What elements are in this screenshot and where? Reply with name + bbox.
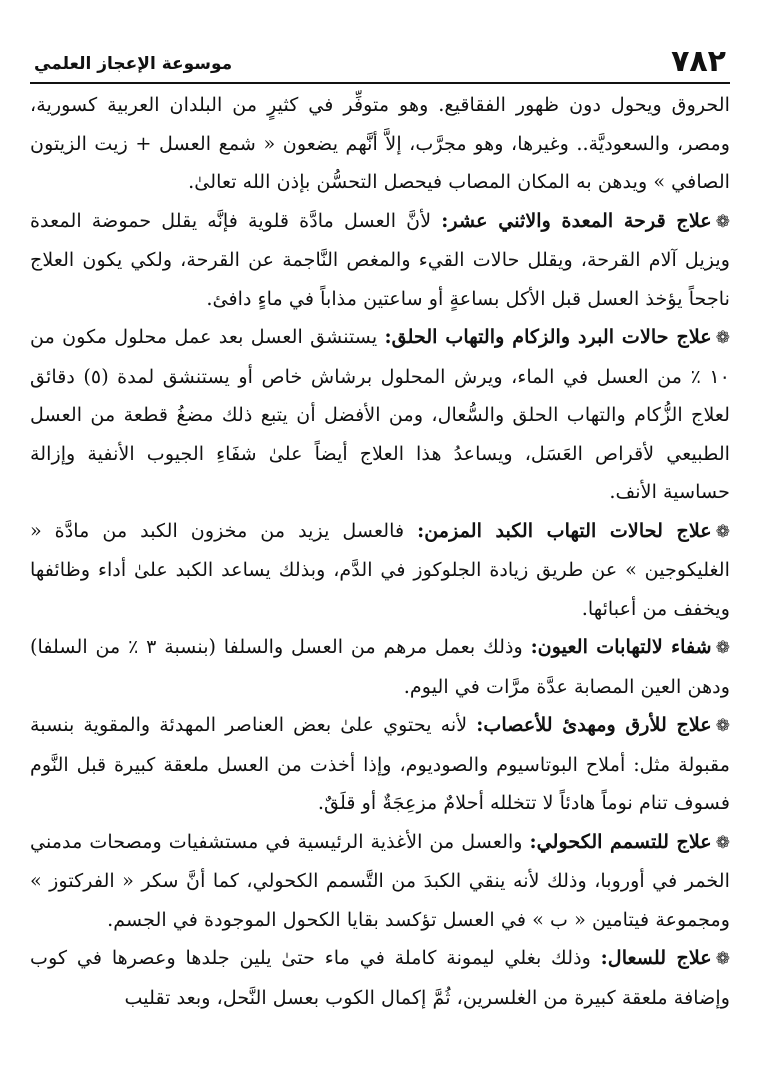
page-header xyxy=(30,42,730,84)
paragraph-text: فالعسل يزيد من مخزون الكبد من مادَّة « الغليكوجين » عن طريق زيادة الجلوكوز في الدَّم، وبذلك يساعد الكبد علىٰ أداء وظائفها ويخفف من أعبائها. xyxy=(30,518,730,620)
page-number: ٧٨٢ xyxy=(671,44,726,79)
paragraph-text: وذلك بغلي ليمونة كاملة في ماء حتىٰ يلين جلدها وعصرها في كوب وإضافة ملعقة كبيرة من الغلسرين، ثُمَّ إكمال الكوب بعسل النَّحل، وبعد تقليب xyxy=(30,946,730,1009)
paragraph-text: يستنشق العسل بعد عمل محلول مكون من ١٠ ٪ من العسل في الماء، ويرش المحلول برشاش خاص أو يستنشق لمدة (٥) دقائق لعلاج الزُّكام والتهاب الحلق والسُّعال، ومن الأفضل أن يتبع ذلك مضغُ قطعة من العسل الطبيعي لأقراص العَسَل، ويساعدُ هذا العلاج أيضاً علىٰ شفَاءِ الجيوب الأنفية وإزالة حساسية الأنف. xyxy=(30,325,730,503)
paragraph xyxy=(30,706,730,823)
paragraph xyxy=(30,202,730,319)
flower-ornament-icon: ❁ xyxy=(715,328,730,348)
paragraph xyxy=(30,823,730,940)
paragraph-heading: علاج للأرق ومهدئ للأعصاب: xyxy=(476,713,712,736)
flower-ornament-icon: ❁ xyxy=(715,832,730,853)
flower-ornament-icon: ❁ xyxy=(715,949,730,969)
page-body xyxy=(30,86,730,1081)
paragraph-heading: علاج حالات البرد والزكام والتهاب الحلق: xyxy=(384,325,712,348)
paragraph xyxy=(30,86,730,202)
flower-ornament-icon: ❁ xyxy=(715,716,730,736)
flower-ornament-icon: ❁ xyxy=(715,211,730,232)
paragraph-heading: علاج للسعال: xyxy=(600,946,712,969)
running-title: موسوعة الإعجاز العلمي xyxy=(34,54,233,74)
paragraph-heading: علاج للتسمم الكحولي: xyxy=(529,829,712,853)
paragraph-text: والعسل من الأغذية الرئيسية في مستشفيات ومصحات مدمني الخمر في أوروبا، وذلك لأنه ينقي الكبدَ من التَّسمم الكحولي، كما أنَّ سكر « الفركتوز » ومجموعة فيتامين « ب » في العسل تؤكسد بقايا الكحول الموجودة في الجسم. xyxy=(30,829,730,931)
paragraph-text: وذلك بعمل مرهم من العسل والسلفا (بنسبة ٣ ٪ من السلفا) ودهن العين المصابة عدَّة مرَّات في اليوم. xyxy=(30,635,730,698)
paragraph xyxy=(30,628,730,706)
paragraph-text: لأنَّ العسل مادَّة قلوية فإنَّه يقلل حموضة المعدة ويزيل آلام القرحة، ويقلل حالات القيء والمغص النَّاجمة عن القرحة، ولكي يكون العلاج ناجحاً يؤخذ العسل قبل الأكل بساعةٍ أو ساعتين مذاباً في ماءٍ دافئ. xyxy=(30,208,730,310)
paragraph-text: الحروق ويحول دون ظهور الفقاقيع. وهو متوفِّر في كثيرٍ من البلدان العربية كسورية، ومصر، والسعوديَّة.. وغيرها، وهو مجرَّب، إلاَّ أنَّهم يضعون « شمع العسل + زيت الزيتون الصافي » ويدهن به المكان المصاب فيحصل التحسُّن بإذن الله تعالىٰ. xyxy=(30,93,730,193)
paragraph-heading: علاج لحالات التهاب الكبد المزمن: xyxy=(417,518,712,542)
paragraph-heading: شفاء لالتهابات العيون: xyxy=(530,635,712,658)
flower-ornament-icon: ❁ xyxy=(715,638,730,658)
paragraph xyxy=(30,939,730,1017)
flower-ornament-icon: ❁ xyxy=(715,521,730,542)
paragraph-heading: علاج قرحة المعدة والاثني عشر: xyxy=(441,208,712,232)
paragraph xyxy=(30,318,730,512)
paragraph-text: لأنه يحتوي علىٰ بعض العناصر المهدئة والمقوية بنسبة مقبولة مثل: أملاح البوتاسيوم والصوديوم، وإذا أخذت من العسل ملعقة كبيرة قبل النَّوم فسوف تنام نوماً هادئاً لا تتخلله أحلامٌ مزعِجَةٌ أو قلَقٌ. xyxy=(30,713,730,814)
paragraph xyxy=(30,512,730,629)
